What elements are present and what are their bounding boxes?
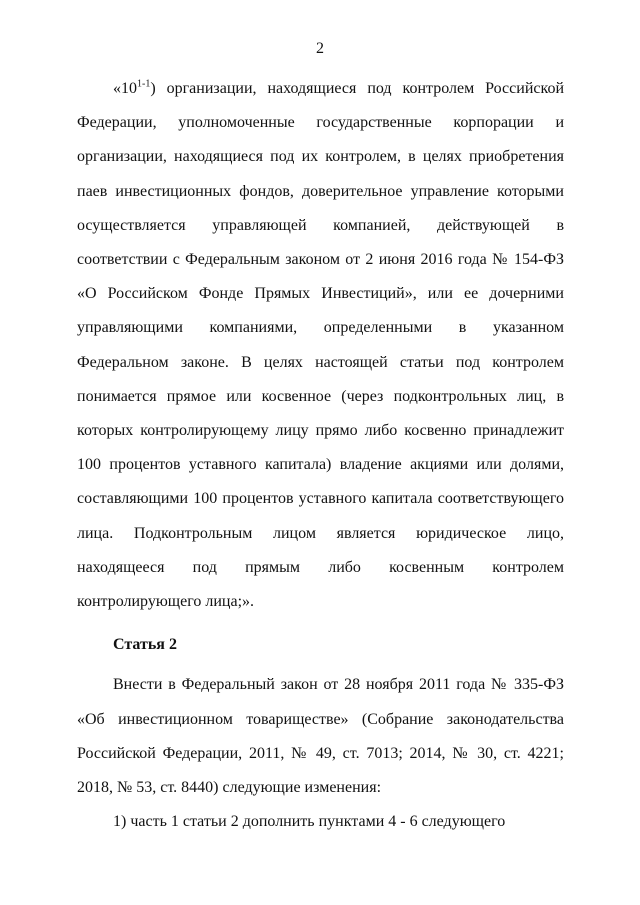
- page-number: 2: [316, 40, 324, 57]
- item-reference-close: ): [150, 80, 156, 97]
- paragraph-amendment-item-1: 1) часть 1 статьи 2 дополнить пунктами 4 - 6 следующего: [113, 813, 506, 831]
- paragraph-definition: [77, 72, 564, 619]
- article-heading: Статья 2: [113, 636, 177, 654]
- item-reference: 10: [121, 80, 137, 97]
- paragraph-amendment-intro: Внести в Федеральный закон от 28 ноября 2011 года № 335-ФЗ «Об инвестиционном товариществе» (Собрание законодательства Российской Федерации, 2011, № 49, ст. 7013; 2014, № 30, ст. 4221; 2018, № 53, ст. 8440) следующие изменения:: [77, 676, 564, 797]
- open-quote: «: [113, 80, 121, 97]
- item-reference-superscript: 1-1: [137, 78, 151, 90]
- paragraph-definition-text: организации, находящиеся под контролем Российской Федерации, уполномоченные государственные корпорации и организации, находящиеся под их контролем, в целях приобретения паев инвестиционных фондов, доверительное управление которыми осуществляется управляющей компанией, действующей в соответствии с Федеральным законом от 2 июня 2016 года № 154-ФЗ «О Российском Фонде Прямых Инвестиций», или ее дочерними управляющими компаниями, определенными в указанном Федеральном законе. В целях настоящей статьи под контролем понимается прямое или косвенное (через подконтрольных лиц, в которых контролирующему лицу прямо либо косвенно принадлежит 100 процентов уставного капитала) владение акциями или долями, составляющими 100 процентов уставного капитала соответствующего лица. Подконтрольным лицом является юридическое лицо, находящееся под прямым либо косвенным контролем контролирующего лица;».: [77, 80, 564, 611]
- document-body: [77, 72, 564, 839]
